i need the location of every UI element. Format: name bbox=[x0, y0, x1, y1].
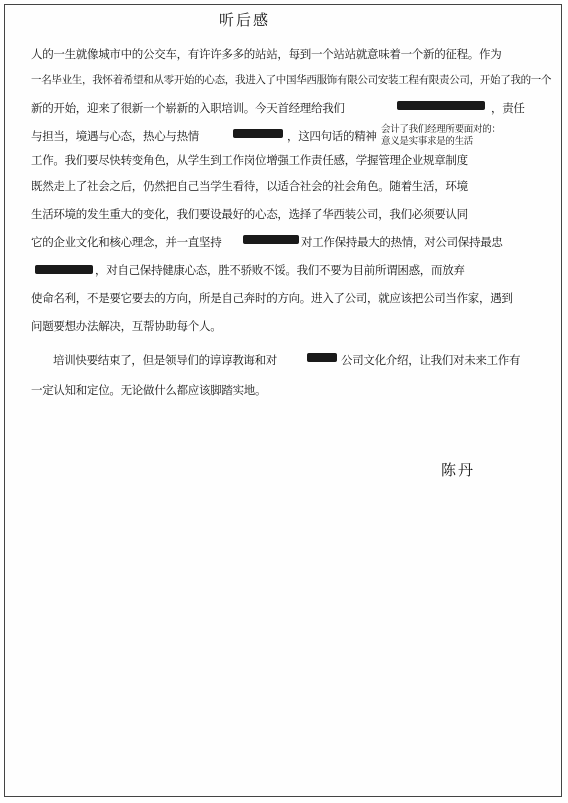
text-line-14: 公司文化介绍，让我们对未来工作有 bbox=[341, 353, 521, 367]
redaction-mark bbox=[397, 101, 485, 110]
inline-note-2: ，这四句话的精神 bbox=[287, 129, 377, 143]
text-line-9: 对工作保持最大的热情，对公司保持最忠 bbox=[301, 235, 503, 249]
redaction-mark bbox=[233, 129, 283, 138]
redaction-mark bbox=[307, 353, 337, 362]
inline-note-4: 意义是实事求是的生活 bbox=[381, 136, 474, 147]
text-line-2: 一名毕业生，我怀着希望和从零开始的心态，我进入了中国华西服饰有限公司安装工程有限责公司，开始了我的一个 bbox=[31, 74, 552, 86]
text-line-10: ，对自己保持健康心态，胜不骄败不馁。我们不要为目前所谓困惑，而放弃 bbox=[95, 263, 465, 277]
text-line-12: 问题要想办法解决，互帮协助每个人。 bbox=[31, 319, 222, 333]
text-line-5: 工作。我们要尽快转变角色，从学生到工作岗位增强工作责任感，学握管理企业规章制度 bbox=[31, 153, 468, 167]
text-line-8: 它的企业文化和核心理念，并一直坚持 bbox=[31, 235, 222, 249]
inline-note-3: 会计了我们经理所要面对的： bbox=[381, 124, 501, 135]
text-line-7: 生活环境的发生重大的变化，我们要设最好的心态，选择了华西装公司，我们必须要认同 bbox=[31, 207, 468, 221]
redaction-mark bbox=[243, 235, 299, 244]
signature: 陈丹 bbox=[441, 461, 476, 479]
text-line-1: 人的一生就像城市中的公交车，有许许多多的站站，每到一个站站就意味着一个新的征程。作为 bbox=[31, 47, 502, 61]
inline-note-1: ，责任 bbox=[491, 101, 525, 115]
text-line-4: 与担当，境遇与心态，热心与热情 bbox=[31, 129, 199, 143]
handwritten-page bbox=[4, 4, 562, 797]
text-line-11: 使命名利，不是要它要去的方向，所是自己奔时的方向。进入了公司，就应该把公司当作家，遇到 bbox=[31, 291, 513, 305]
redaction-mark bbox=[35, 265, 93, 274]
page-title: 听后感 bbox=[219, 11, 271, 29]
text-line-6: 既然走上了社会之后，仍然把自己当学生看待，以适合社会的社会角色。随着生活，环境 bbox=[31, 179, 468, 193]
text-line-13: 培训快要结束了，但是领导们的谆谆教诲和对 bbox=[53, 353, 277, 367]
text-line-15: 一定认知和定位。无论做什么都应该脚踏实地。 bbox=[31, 383, 267, 397]
text-line-3: 新的开始，迎来了很新一个崭新的入职培训。今天首经理给我们 bbox=[31, 101, 345, 115]
